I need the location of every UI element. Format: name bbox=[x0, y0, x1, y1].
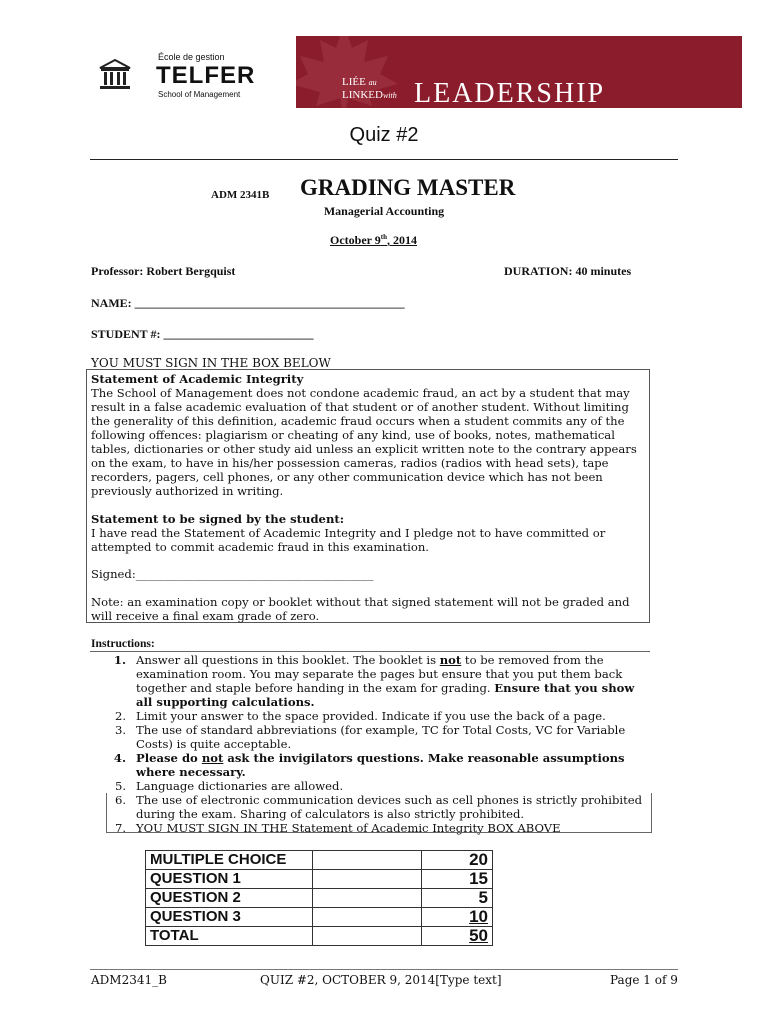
table-row bbox=[146, 908, 493, 927]
building-icon bbox=[98, 58, 132, 92]
item-number: 2. bbox=[114, 709, 126, 723]
item-text: ask the invigilators questions. Make reasonable assumptions where necessary. bbox=[136, 751, 625, 779]
quiz-title: Quiz #2 bbox=[349, 124, 419, 146]
banner-au: au bbox=[368, 78, 377, 87]
footer-center: QUIZ #2, OCTOBER 9, 2014[Type text] bbox=[260, 973, 502, 987]
score-value: 10 bbox=[422, 908, 493, 927]
logo-pre-text: École de gestion bbox=[158, 52, 225, 62]
item-number: 5. bbox=[114, 779, 126, 793]
instructions-box-border bbox=[106, 793, 652, 833]
score-label: QUESTION 2 bbox=[146, 889, 313, 908]
banner-liee: LIÉE bbox=[342, 76, 366, 88]
score-blank bbox=[313, 908, 422, 927]
leadership-banner bbox=[296, 36, 742, 108]
instructions-heading: Instructions: bbox=[91, 637, 155, 650]
score-blank bbox=[313, 851, 422, 870]
student-statement-body: I have read the Statement of Academic Integrity and I pledge not to have committed or attempted to commit academic fraud in this examination. bbox=[91, 526, 606, 554]
score-blank bbox=[313, 927, 422, 946]
score-value: 20 bbox=[422, 851, 493, 870]
date-suffix: th bbox=[380, 233, 387, 241]
score-total: 50 bbox=[422, 927, 493, 946]
logo-subtitle: School of Management bbox=[158, 90, 241, 99]
banner-leadership: LEADERSHIP bbox=[414, 78, 606, 108]
date-year: , 2014 bbox=[387, 233, 417, 247]
item-text: Answer all questions in this booklet. The booklet is bbox=[136, 653, 440, 667]
professor-line: Professor: Robert Bergquist bbox=[91, 264, 236, 278]
item-text: The use of electronic communication devices such as cell phones is strictly prohibited during the exam. Sharing of calculators is also strictly prohibited. bbox=[136, 793, 643, 821]
exam-date bbox=[330, 233, 417, 248]
table-row bbox=[146, 851, 493, 870]
grading-master-title: GRADING MASTER bbox=[300, 175, 516, 200]
date-day: October 9 bbox=[330, 233, 381, 247]
item-number: 1. bbox=[113, 653, 126, 667]
item-text: Please do bbox=[136, 751, 202, 765]
footer-course: ADM2341_B bbox=[91, 973, 167, 987]
sign-instruction: YOU MUST SIGN IN THE BOX BELOW bbox=[91, 356, 331, 370]
student-statement-heading: Statement to be signed by the student: bbox=[91, 512, 345, 526]
table-row bbox=[146, 870, 493, 889]
student-number-field: STUDENT #: _________________________ bbox=[91, 327, 314, 341]
item-text: YOU MUST SIGN IN THE Statement of Academic Integrity BOX ABOVE bbox=[136, 821, 561, 835]
item-number: 4. bbox=[113, 751, 126, 765]
integrity-body: The School of Management does not condone academic fraud, an act by a student that may result in a false academic evaluation of that student or of another student. Without limiting the generality of this definition, academic fraud occurs when a student commits any of the following offences: plagiarism or cheating of any kind, use of books, notes, mathematical tables, dictionaries or other study aid unless an explicit written note to the contrary appears on the exam, to have in his/her possession cameras, radios (radios with head sets), tape recorders, pagers, cell phones, or any other communication device which has not been previously authorized in writing. bbox=[91, 386, 637, 498]
banner-linked: LINKED bbox=[342, 89, 383, 101]
list-item bbox=[110, 709, 650, 723]
logo-title: TELFER bbox=[156, 62, 256, 89]
list-item bbox=[110, 779, 650, 793]
title-divider bbox=[90, 159, 678, 160]
list-item bbox=[110, 751, 650, 779]
course-code: ADM 2341B bbox=[211, 189, 270, 201]
academic-integrity-box bbox=[86, 369, 650, 623]
score-blank bbox=[313, 870, 422, 889]
list-item bbox=[110, 723, 650, 751]
score-label: QUESTION 1 bbox=[146, 870, 313, 889]
score-label: TOTAL bbox=[146, 927, 313, 946]
telfer-logo bbox=[98, 50, 256, 100]
list-item bbox=[110, 653, 650, 709]
signature-line: Signed:_________________________________________ bbox=[91, 567, 374, 581]
score-label: MULTIPLE CHOICE bbox=[146, 851, 313, 870]
item-text: Limit your answer to the space provided. Indicate if you use the back of a page. bbox=[136, 709, 606, 723]
integrity-heading: Statement of Academic Integrity bbox=[91, 372, 304, 386]
item-emphasis: Ensure that you show all supporting calculations. bbox=[136, 681, 635, 709]
table-row bbox=[146, 889, 493, 908]
score-blank bbox=[313, 889, 422, 908]
score-value: 5 bbox=[422, 889, 493, 908]
integrity-note: Note: an examination copy or booklet without that signed statement will not be graded and will receive a final exam grade of zero. bbox=[91, 595, 630, 623]
banner-bilingual-text bbox=[342, 76, 397, 102]
instructions-divider bbox=[90, 651, 650, 652]
item-text: The use of standard abbreviations (for example, TC for Total Costs, VC for Variable Costs) is quite acceptable. bbox=[136, 723, 626, 751]
score-value: 15 bbox=[422, 870, 493, 889]
course-name: Managerial Accounting bbox=[323, 204, 445, 218]
score-table bbox=[145, 850, 493, 946]
item-text: Language dictionaries are allowed. bbox=[136, 779, 344, 793]
footer-page-number: Page 1 of 9 bbox=[610, 973, 678, 987]
score-label: QUESTION 3 bbox=[146, 908, 313, 927]
item-number: 7. bbox=[114, 821, 126, 835]
item-text: to be removed from the examination room. You may separate the pages but ensure that you put them back together and staple before handing in the exam for grading. bbox=[136, 653, 623, 695]
footer-divider bbox=[90, 969, 678, 970]
item-number: 3. bbox=[114, 723, 126, 737]
duration-line: DURATION: 40 minutes bbox=[504, 264, 632, 278]
item-emphasis: not bbox=[201, 751, 224, 765]
item-emphasis: not bbox=[439, 653, 462, 667]
name-field: NAME: _____________________________________________ bbox=[91, 296, 405, 310]
banner-with: with bbox=[382, 91, 397, 100]
table-row bbox=[146, 927, 493, 946]
item-number: 6. bbox=[114, 793, 126, 807]
